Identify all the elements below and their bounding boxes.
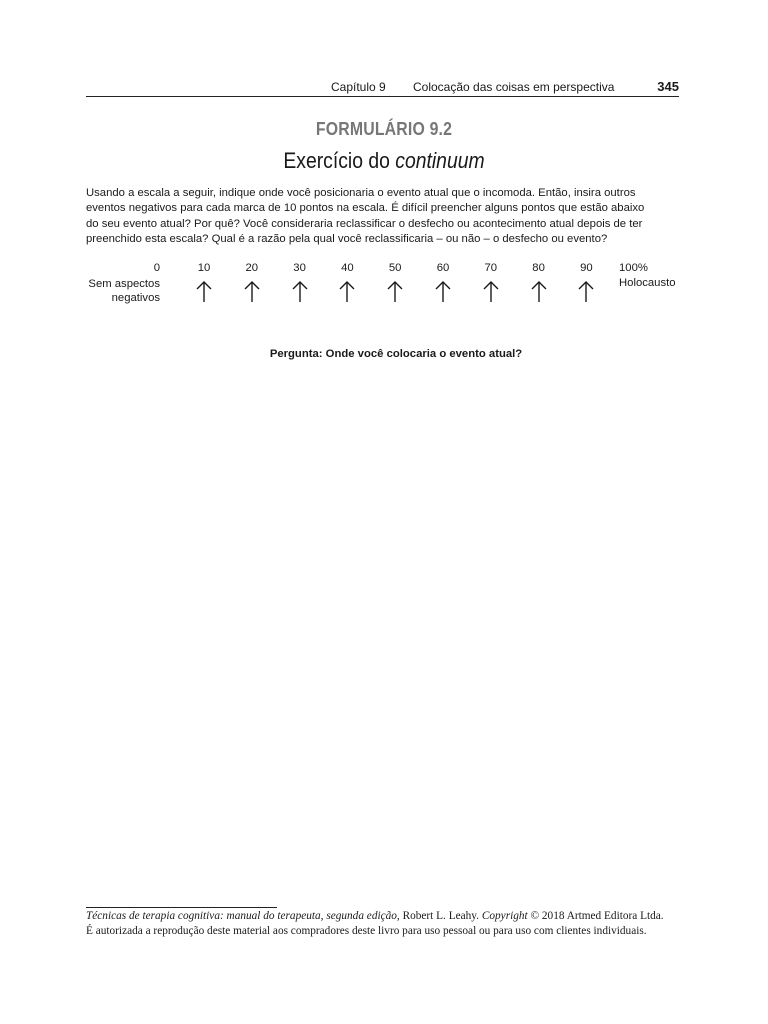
scale-zero-label: 0 [153,262,160,274]
chapter-title: Colocação das coisas em perspectiva [413,80,615,94]
up-arrow-icon [241,279,263,303]
form-title [46,148,722,174]
scale-max-label: 100% [619,262,648,274]
running-header [86,78,679,96]
footer-line1 [86,909,686,924]
scale-tick-label: 30 [293,262,306,274]
instructions-line: Usando a escala a seguir, indique onde você posicionaria o evento atual que o incomoda. Então, insira outros [86,187,636,199]
scale-tick-label: 60 [436,262,450,274]
scale-tick-label: 10 [197,262,211,274]
scale-tick-label: 70 [484,262,498,274]
form-title-italic: continuum [395,148,485,173]
copyright-footer [86,909,686,939]
header-rule [86,96,679,97]
scale-left-label [60,277,160,305]
up-arrow-icon [193,279,215,303]
up-arrow-icon [575,279,597,303]
up-arrow-icon [384,279,406,303]
instructions-line: eventos negativos para cada marca de 10 pontos na escala. É difícil preencher alguns pontos que estão abaixo [86,202,645,215]
chapter-label: Capítulo 9 [331,80,386,94]
instructions-paragraph [86,186,682,247]
form-title-plain: Exercício do [283,148,396,173]
continuum-scale [0,262,768,312]
form-number: FORMULÁRIO 9.2 [315,119,453,139]
scale-left-label-line1: Sem aspectos [88,278,160,290]
footnote-rule [86,907,277,908]
scale-left-label-line2: negativos [111,292,160,304]
scale-right-label: Holocausto [619,277,676,289]
up-arrow-icon [528,279,550,303]
instructions-line: preenchido esta escala? Qual é a razão pela qual você reclassificaria – ou não – o desfecho ou evento? [86,232,608,245]
instructions-line: do seu evento atual? Por quê? Você consideraria reclassificar o desfecho ou acontecimento atual depois de ter [86,217,643,230]
copyright-word: Copyright [481,910,528,922]
up-arrow-icon [480,279,502,303]
scale-tick-label: 40 [341,262,354,274]
footer-line2 [86,924,686,939]
scale-tick-label: 80 [532,262,545,274]
up-arrow-icon [432,279,454,303]
scale-tick-label: 20 [245,262,259,274]
scale-tick-label: 50 [388,262,402,274]
up-arrow-icon [336,279,358,303]
copyright-rest: © 2018 Artmed Editora Ltda. [527,910,664,922]
up-arrow-icon [289,279,311,303]
reproduction-notice: É autorizada a reprodução deste material aos compradores deste livro para uso pessoal ou para uso com clientes individuais. [86,925,647,937]
book-author: Robert L. Leahy. [399,910,482,922]
book-title: Técnicas de terapia cognitiva: manual do terapeuta, segunda edição, [86,910,400,922]
page-number: 345 [657,79,679,94]
scale-tick-label: 90 [580,262,593,274]
question-text: Pergunta: Onde você colocaria o evento atual? [269,348,523,360]
